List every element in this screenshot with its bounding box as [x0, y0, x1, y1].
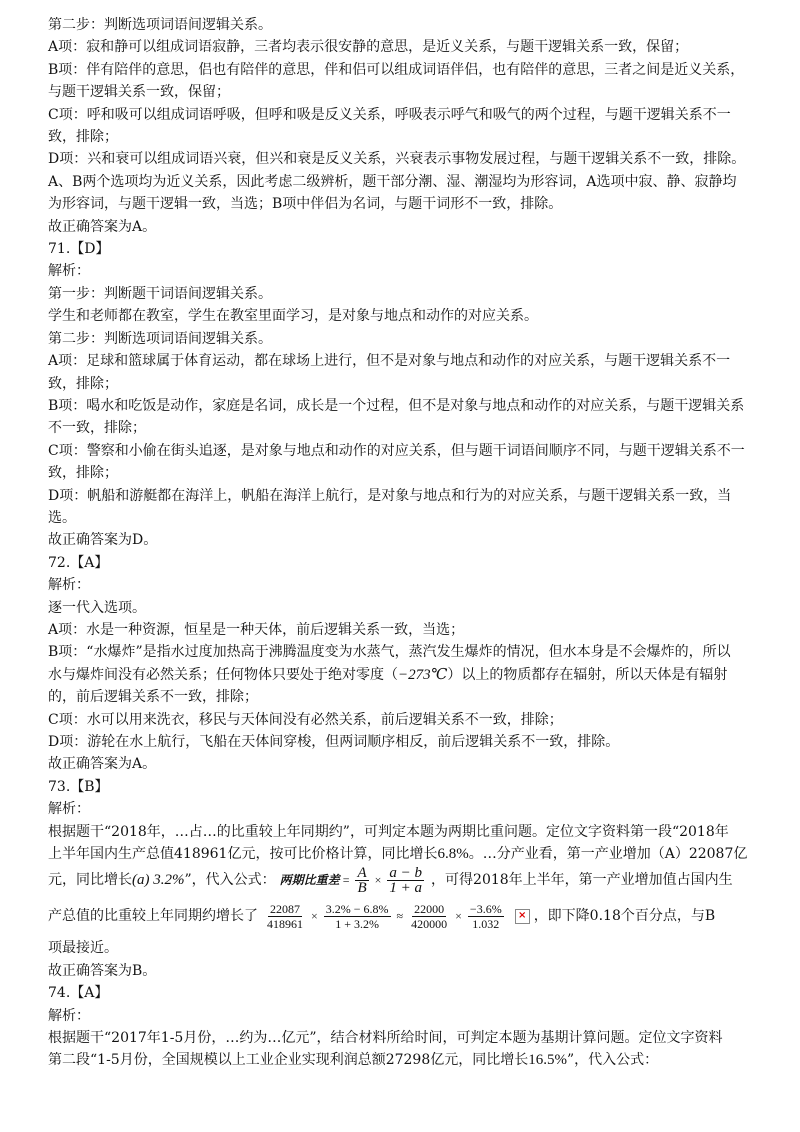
denominator: 1 + 3.2% [335, 916, 380, 931]
formula-label: 两期比重差 [279, 873, 340, 888]
text-line: C项：呼和吸可以组成词语呼吸，但呼和吸是反义关系，呼吸表示呼气和吸气的两个过程，与题干逻辑关系不一 [48, 106, 731, 123]
text-line: C项：水可以用来洗衣，移民与天体间没有必然关系，前后逻辑关系不一致，排除； [48, 711, 563, 728]
question-number: 74.【A】 [48, 985, 109, 1002]
formula-operator: × [311, 909, 318, 924]
formula-image [262, 902, 507, 931]
text-segment: 产总值的比重较上年同期约增长了 [48, 908, 258, 925]
fraction [468, 902, 504, 931]
text-line: 致，排除； [48, 129, 118, 146]
text-line: 根据题干“2018年，…占…的比重较上年同期约”，可判定本题为两期比重问题。定位文字资料第一段“2018年 [48, 823, 729, 840]
text-segment: ，可得2018年上半年，第一产业增加值占国内生 [431, 872, 733, 889]
text-line: 致，排除； [48, 465, 118, 482]
text-line: 根据题干“2017年1-5月份，…约为…亿元”，结合材料所给时间，可判定本题为基期计算问题。定位文字资料 [48, 1030, 723, 1047]
text-line: B项：“水爆炸”是指水过度加热高于沸腾温度变为水蒸气，蒸汽发生爆炸的情况，但水本身是不会爆炸的，所以 [48, 644, 731, 661]
analysis-label: 解析： [48, 263, 90, 280]
text-segment: ）以上的物质都存在辐射，所以天体是有辐射 [447, 666, 728, 683]
text-line: A项：水是一种资源，恒星是一种天体，前后逻辑关系一致，当选； [48, 621, 465, 638]
denominator: 418961 [267, 916, 303, 931]
text-line: B项：喝水和吃饭是动作，家庭是名词，成长是一个过程，但不是对象与地点和动作的对应关系，与题干逻辑关系 [48, 397, 745, 414]
numerator: 22087 [270, 901, 300, 916]
analysis-label: 解析： [48, 1007, 90, 1024]
text-line: 选。 [48, 509, 76, 526]
text-line: D项：兴和衰可以组成词语兴衰，但兴和衰是反义关系，兴衰表示事物发展过程，与题干逻辑关系不一致，排除。 [48, 151, 746, 168]
text-line: 第二步：判断选项词语间逻辑关系。 [48, 17, 272, 33]
text-segment: 。…分产业看，第一产业增加（A）22087亿 [468, 846, 748, 863]
formula-operator: ≈ [396, 909, 404, 924]
text-line [48, 664, 758, 686]
broken-image-icon: × [515, 909, 530, 924]
answer-line: 故正确答案为A。 [48, 218, 157, 235]
formula-operator: × [374, 873, 382, 888]
text-line: 不一致，排除； [48, 420, 146, 437]
fraction [265, 902, 305, 931]
text-line [48, 895, 758, 937]
text-line [48, 843, 758, 865]
text-line: 与题干逻辑关系一致，保留； [48, 84, 230, 101]
fraction [409, 902, 449, 931]
formula-operator: = [342, 873, 350, 888]
denominator: 1.032 [472, 916, 500, 931]
fraction [355, 866, 368, 895]
text-line: 的，前后逻辑关系不一致，排除； [48, 689, 258, 706]
denominator: 420000 [411, 916, 448, 931]
denominator: B [357, 879, 367, 896]
text-segment: 第二段“1-5月份，全国规模以上工业企业实现利润总额27298亿元，同比增长 [48, 1052, 529, 1069]
inline-math: −273℃ [398, 666, 448, 683]
analysis-label: 解析： [48, 801, 90, 818]
text-line: 第二步：判断选项词语间逻辑关系。 [48, 330, 272, 347]
text-segment: ”，代入公式： [184, 872, 276, 889]
numerator: −3.6% [469, 901, 502, 916]
answer-line: 故正确答案为A。 [48, 756, 157, 773]
question-number: 73.【B】 [48, 778, 109, 795]
text-line: A、B两个选项均为近义关系，因此考虑二级辨析，题干部分潮、湿、潮湿均为形容词，A选项中寂、静、寂静均 [48, 173, 737, 190]
text-line: B项：伴有陪伴的意思，侣也有陪伴的意思，伴和侣可以组成词语伴侣，也有陪伴的意思，三者之间是近义关系， [48, 61, 745, 78]
text-segment: ，即下降0.18个百分点，与B [533, 908, 716, 925]
answer-line: 故正确答案为D。 [48, 532, 158, 549]
analysis-label: 解析： [48, 577, 90, 594]
text-line: D项：帆船和游艇都在海洋上，帆船在海洋上航行，是对象与地点和行为的对应关系，与题干逻辑关系一致，当 [48, 487, 732, 504]
numerator: 22000 [414, 901, 445, 916]
text-line: 项最接近。 [48, 940, 118, 957]
document-page [48, 14, 758, 1072]
question-number: 71.【D】 [48, 241, 110, 258]
text-segment: 上半年国内生产总值418961亿元，按可比价格计算，同比增长 [48, 846, 438, 863]
answer-line: 故正确答案为B。 [48, 962, 157, 979]
text-line [48, 865, 758, 895]
text-line: 逐一代入选项。 [48, 599, 146, 616]
text-line: C项：警察和小偷在街头追逐，是对象与地点和动作的对应关系，但与题干词语间顺序不同，与题干逻辑关系不一 [48, 442, 745, 459]
text-line [48, 1049, 758, 1071]
text-segment: 元，同比增长 [48, 872, 132, 889]
inline-math: (a) 3.2% [132, 872, 185, 889]
text-line: D项：游轮在水上航行，飞船在天体间穿梭，但两词顺序相反，前后逻辑关系不一致，排除。 [48, 734, 620, 750]
numerator: 3.2% − 6.8% [325, 901, 389, 916]
fraction [324, 902, 391, 931]
text-line: 为形容词，与题干逻辑一致，当选；B项中伴侣为名词，与题干词形不一致，排除。 [48, 196, 563, 213]
denominator: 1 + a [389, 879, 423, 896]
text-line: A项：足球和篮球属于体育运动，都在球场上进行，但不是对象与地点和动作的对应关系，与题干逻辑关系不一 [48, 353, 731, 370]
text-line: 致，排除； [48, 375, 118, 392]
text-line: 学生和老师都在教室，学生在教室里面学习，是对象与地点和动作的对应关系。 [48, 308, 538, 325]
question-number: 72.【A】 [48, 554, 109, 571]
inline-math: 6.8% [437, 846, 469, 863]
inline-math: 16.5% [528, 1052, 567, 1069]
formula-image [280, 866, 427, 895]
formula-operator: × [455, 909, 462, 924]
text-segment: 水与爆炸间没有必然关系；任何物体只要处于绝对零度（ [48, 666, 398, 683]
numerator: A [357, 864, 367, 881]
text-segment: ”，代入公式： [567, 1052, 659, 1069]
fraction [387, 866, 424, 895]
numerator: a − b [389, 864, 423, 881]
text-line: A项：寂和静可以组成词语寂静，三者均表示很安静的意思，是近义关系，与题干逻辑关系一致，保留； [48, 39, 689, 56]
text-line: 第一步：判断题干词语间逻辑关系。 [48, 285, 272, 302]
